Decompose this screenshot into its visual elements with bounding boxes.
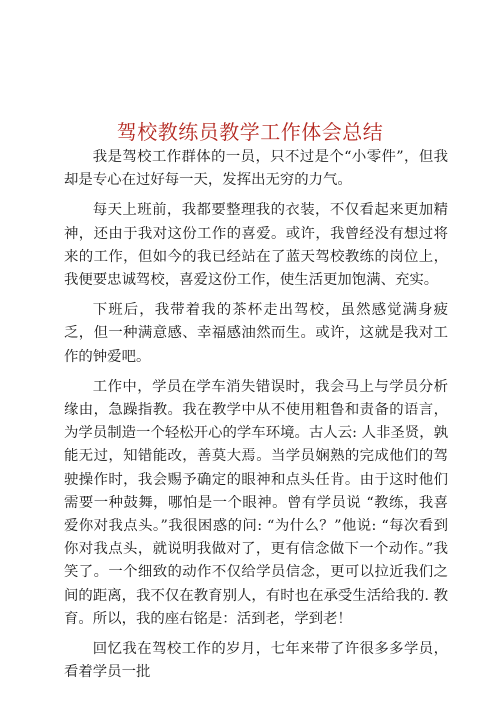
paragraph: 我是驾校工作群体的一员，只不过是个“小零件”，但我却是专心在过好每一天，发挥出无穷的力气。 <box>64 149 448 189</box>
document-body <box>64 146 448 691</box>
paragraph: 下班后，我带着我的茶杯走出驾校，虽然感觉满身疲乏，但一种满意感、幸福感油然而生。或许，这就是我对工作的钟爱吧。 <box>64 302 448 365</box>
paragraph: 每天上班前，我都要整理我的衣装，不仅看起来更加精神，还由于我对这份工作的喜爱。或许，我曾经没有想过将来的工作，但如今的我已经站在了蓝天驾校教练的岗位上，我便要忠诚驾校，喜爱这份工作，使生活更加饱满、充实。 <box>64 202 448 289</box>
paragraph: 工作中，学员在学车消失错误时，我会马上与学员分析缘由，急躁指教。我在教学中从不使用粗鲁和责备的语言，为学员制造一个轻松开心的学车环境。古人云: 人非圣贤，孰能无过，知错能改，善莫大焉。当学员娴熟的完成他们的驾驶操作时，我会赐予确定的眼神和点头任肯。由于这时他们需要一种鼓舞，哪怕是一个眼神。曾有学员说 “教练，我喜爱你对我点头。”我很困惑的问: “为什么？”他说: “每次看到你对我点头，就说明我做对了，更有信念做下一个动作。”我笑了。一个细致的动作不仅给学员信念，更可以拉近我们之间的距离，我不仅在教育别人，有时也在承受生活给我的. 教育。所以，我的座右铭是：活到老，学到老！ <box>64 378 448 627</box>
paragraph: 回忆我在驾校工作的岁月，七年来带了许很多多学员，看着学员一批 <box>64 641 448 681</box>
document-title: 驾校教练员教学工作体会总结 <box>116 120 384 145</box>
